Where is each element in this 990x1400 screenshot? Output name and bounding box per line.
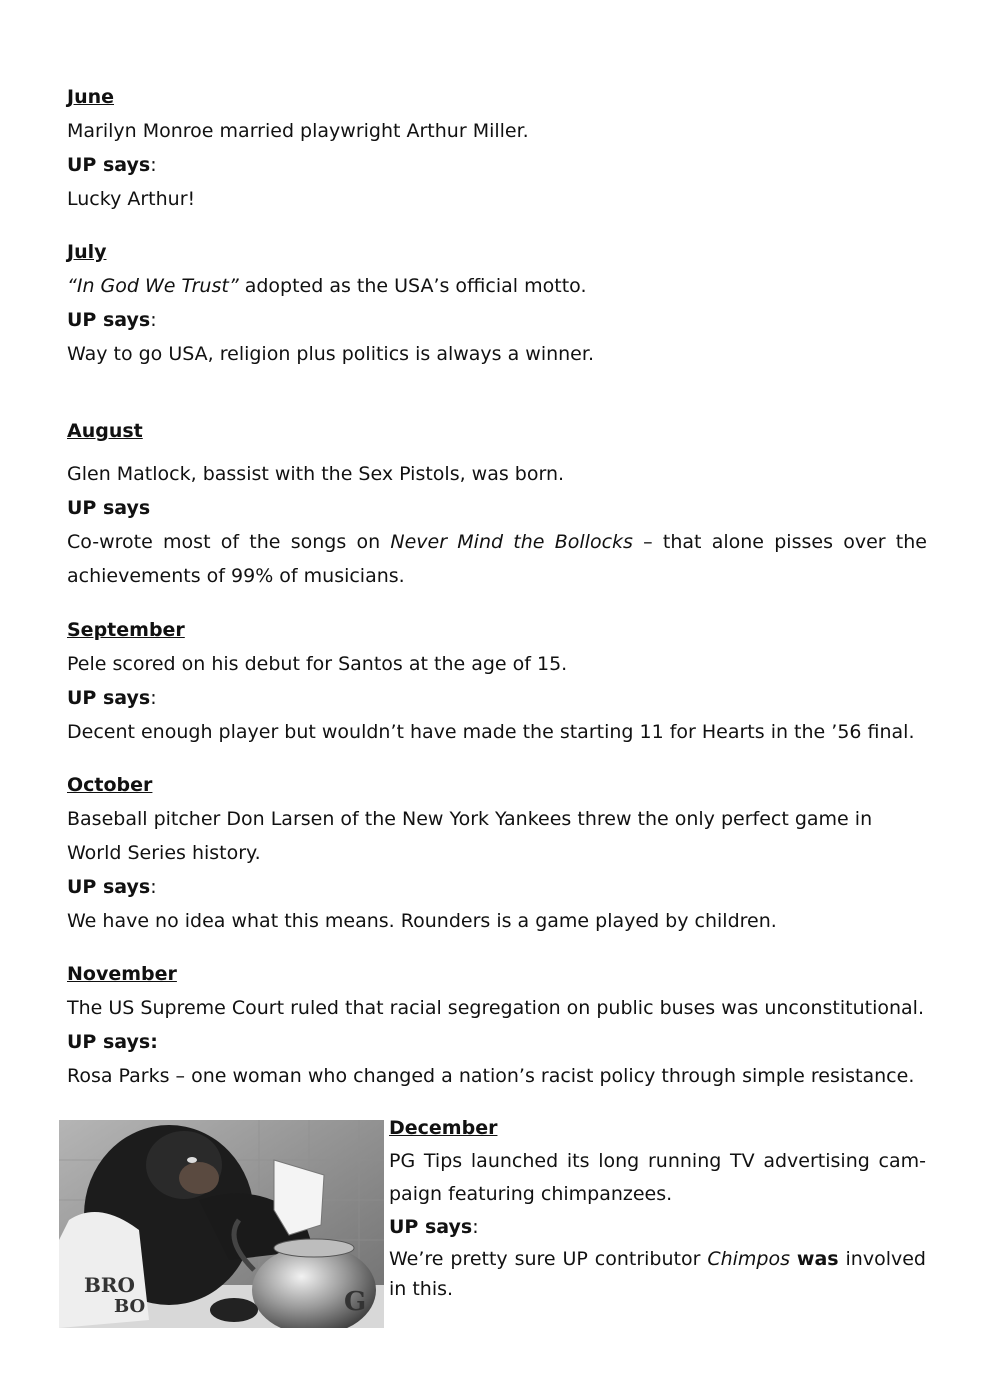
comment-part: involved in this. bbox=[389, 1248, 926, 1300]
entry-december bbox=[389, 1112, 926, 1304]
up-says-label-september bbox=[67, 681, 927, 715]
up-says-colon: : bbox=[150, 876, 157, 898]
chimpanzee-kettle-icon bbox=[59, 1120, 384, 1328]
up-says-label-december bbox=[389, 1211, 926, 1244]
up-comment-july: Way to go USA, religion plus politics is always a winner. bbox=[67, 343, 594, 365]
up-says-colon: : bbox=[150, 309, 157, 331]
month-heading-november: November bbox=[67, 963, 177, 985]
kettle-text: G bbox=[344, 1287, 367, 1317]
up-says-bold: UP says bbox=[389, 1216, 473, 1238]
event-text-october: Baseball pitcher Don Larsen of the New York Yankees threw the only perfect game in World Series history. bbox=[67, 808, 873, 864]
event-text-july-rest: adopted as the USA’s official motto. bbox=[238, 275, 587, 297]
up-comment-october: We have no idea what this means. Rounders is a game played by children. bbox=[67, 910, 777, 932]
contributor-italic: Chimpos bbox=[707, 1248, 791, 1270]
month-heading-july: July bbox=[67, 241, 107, 263]
up-says-bold: UP says bbox=[67, 687, 151, 709]
month-heading-september: September bbox=[67, 619, 185, 641]
motto-italic: “In God We Trust” bbox=[67, 275, 239, 297]
event-text-december: PG Tips launched its long running TV advertising cam-paign featuring chimpanzees. bbox=[389, 1150, 926, 1205]
chimpanzee-kettle-photo bbox=[59, 1120, 384, 1328]
up-says-bold: UP says bbox=[67, 309, 151, 331]
up-comment-november: Rosa Parks – one woman who changed a nation’s racist policy through simple resistance. bbox=[67, 1065, 915, 1087]
up-comment-june: Lucky Arthur! bbox=[67, 188, 196, 210]
entry-july bbox=[67, 235, 927, 371]
up-says-label-august bbox=[67, 491, 927, 525]
up-says-bold: UP says bbox=[67, 876, 151, 898]
entry-june bbox=[67, 80, 927, 216]
shirt-text: BRO bbox=[84, 1273, 135, 1297]
event-text-june: Marilyn Monroe married playwright Arthur Miller. bbox=[67, 120, 529, 142]
up-says-bold: UP says: bbox=[67, 1031, 158, 1053]
up-says-bold: UP says bbox=[67, 154, 151, 176]
shirt-text: BO bbox=[114, 1296, 146, 1317]
up-comment-december bbox=[389, 1244, 926, 1304]
event-text-august: Glen Matlock, bassist with the Sex Pistols, was born. bbox=[67, 463, 565, 485]
comment-part: Co-wrote most of the songs on bbox=[67, 531, 391, 553]
event-text-september: Pele scored on his debut for Santos at the age of 15. bbox=[67, 653, 568, 675]
up-comment-august bbox=[67, 525, 927, 593]
month-heading-october: October bbox=[67, 774, 153, 796]
up-says-colon: : bbox=[150, 154, 157, 176]
up-says-colon: : bbox=[150, 687, 157, 709]
up-comment-september: Decent enough player but wouldn’t have made the starting 11 for Hearts in the ’56 final. bbox=[67, 721, 915, 743]
entry-september bbox=[67, 613, 927, 749]
up-says-label-july bbox=[67, 303, 927, 337]
event-text-november: The US Supreme Court ruled that racial segregation on public buses was unconstitutional. bbox=[67, 997, 924, 1019]
comment-part: We’re pretty sure UP contributor bbox=[389, 1248, 708, 1270]
month-heading-december: December bbox=[389, 1117, 498, 1139]
up-says-bold: UP says bbox=[67, 497, 151, 519]
was-bold: was bbox=[796, 1248, 839, 1270]
month-heading-august: August bbox=[67, 420, 143, 442]
up-says-label-october bbox=[67, 870, 927, 904]
entry-august bbox=[67, 414, 927, 593]
comment-part: – that alone pisses over the achievements of 99% of musicians. bbox=[67, 531, 927, 587]
month-heading-june: June bbox=[67, 86, 115, 108]
up-says-label-november bbox=[67, 1025, 927, 1059]
entry-november bbox=[67, 957, 927, 1093]
up-says-colon: : bbox=[472, 1216, 479, 1238]
event-text-july bbox=[67, 269, 927, 303]
entry-october bbox=[67, 768, 927, 938]
album-title-italic: Never Mind the Bollocks bbox=[390, 531, 633, 553]
up-says-label-june bbox=[67, 148, 927, 182]
